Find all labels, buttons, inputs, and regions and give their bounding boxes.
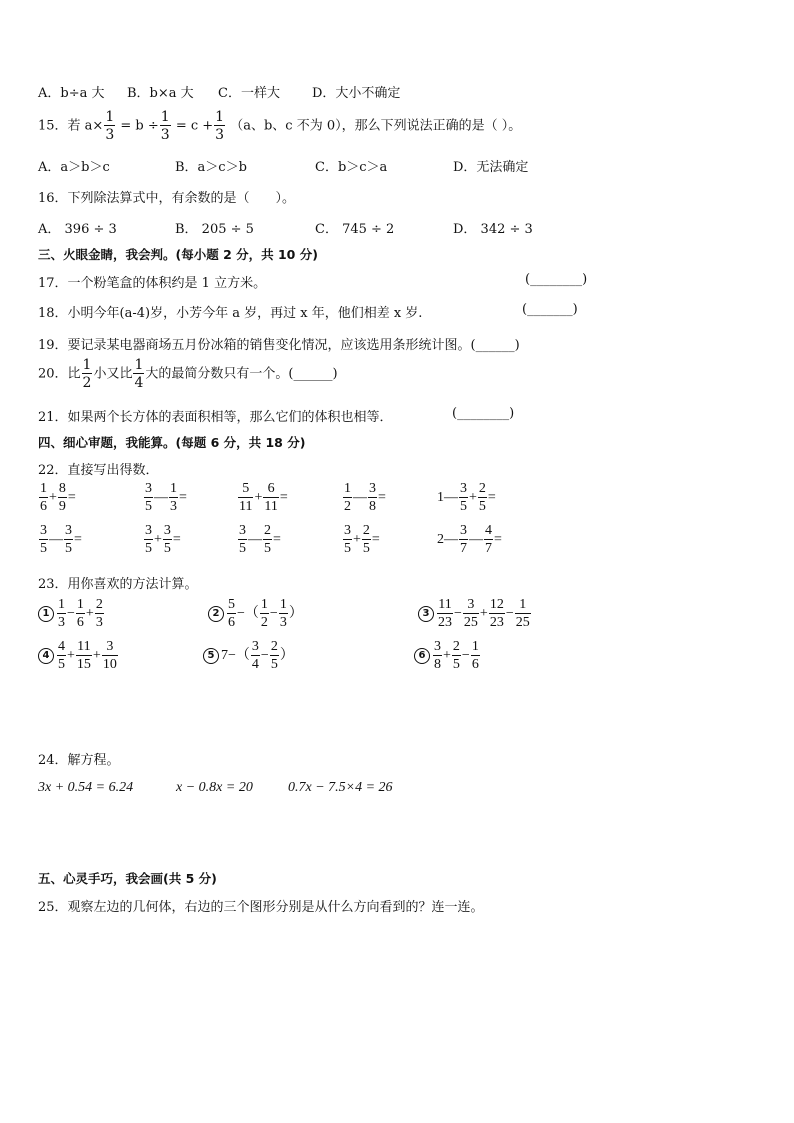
q16-option-b: B． 205 ÷ 5 <box>175 222 254 237</box>
fraction: $\frac{1}{25}$ <box>515 597 530 630</box>
q14-option-d: D．大小不确定 <box>312 86 401 101</box>
fraction: $\frac{3}{5}$ <box>145 523 152 556</box>
operator: 1— <box>437 490 458 506</box>
circled-number: 1 <box>38 606 54 622</box>
q22-item <box>38 524 82 556</box>
circled-number: 4 <box>38 648 54 664</box>
fraction: $\frac{12}{23}$ <box>489 597 504 630</box>
fraction: $\frac{3}{4}$ <box>251 639 259 672</box>
fraction: $\frac{1}{3}$ <box>279 597 287 630</box>
fraction: $\frac{8}{9}$ <box>58 481 66 514</box>
fraction: $\frac{11}{15}$ <box>76 639 91 672</box>
q24-stem: 24．解方程。 <box>38 753 120 768</box>
operator: + <box>85 606 94 622</box>
circled-number: 2 <box>208 606 224 622</box>
q22-item <box>143 524 181 556</box>
q15-stem <box>38 110 521 142</box>
operator: + <box>67 648 75 664</box>
q16-option-a: A． 396 ÷ 3 <box>38 222 117 237</box>
q25-stem: 25．观察左边的几何体，右边的三个图形分别是从什么方向看到的？连一连。 <box>38 900 484 915</box>
q15-condition: （a、b、c 不为 0），那么下列说法正确的是（ ）。 <box>230 118 522 134</box>
q15-option-d: D．无法确定 <box>453 160 529 175</box>
fraction: $\frac{2}{5}$ <box>478 481 486 514</box>
section-3-title: 三、火眼金睛，我会判。(每小题 2 分，共 10 分) <box>38 247 318 262</box>
q15-eq-b: = b ÷ <box>120 118 159 134</box>
fraction: $\frac{3}{25}$ <box>463 597 478 630</box>
operator: 2— <box>437 532 458 548</box>
circled-number: 6 <box>414 648 430 664</box>
fraction: $\frac{2}{5}$ <box>452 639 460 672</box>
q22-item <box>237 524 281 556</box>
operator: = <box>67 490 76 506</box>
fraction: $\frac{3}{5}$ <box>145 481 152 514</box>
fraction: $\frac{1}{3}$ <box>215 109 225 143</box>
operator: + <box>353 532 361 548</box>
operator: = <box>371 532 380 548</box>
q23-expression-6 <box>414 640 481 672</box>
circled-number: 5 <box>203 648 219 664</box>
operator: + <box>479 606 488 622</box>
operator: — <box>353 490 367 506</box>
operator: — <box>154 490 168 506</box>
q22-item <box>437 482 496 514</box>
fraction: $\frac{1}{3}$ <box>58 597 65 630</box>
operator: = <box>378 490 386 506</box>
operator: = <box>279 490 288 506</box>
q24-equation-3: 0.7x − 7.5×4 = 26 <box>288 780 393 795</box>
q18-answer-blank[interactable]: (_______) <box>522 302 578 317</box>
operator: + <box>443 648 451 664</box>
fraction: $\frac{2}{3}$ <box>95 597 103 630</box>
operator: — <box>49 532 63 548</box>
operator: + <box>469 490 477 506</box>
fraction: $\frac{1}{3}$ <box>105 109 115 143</box>
q24-equation-2: x − 0.8x = 20 <box>176 780 253 795</box>
q16-option-d: D． 342 ÷ 3 <box>453 222 533 237</box>
q23-expression-3 <box>418 598 532 630</box>
section-5-title: 五、心灵手巧，我会画(共 5 分) <box>38 871 217 886</box>
q23-expression-2: 2 $\frac{5}{6}$ −（ $\frac{1}{2}$ − $\frac{1}{3}$ ） <box>208 598 303 630</box>
fraction: $\frac{1}{2}$ <box>82 357 92 391</box>
q19-stem: 19．要记录某电器商场五月份冰箱的销售变化情况，应该选用条形统计图。(______) <box>38 338 520 353</box>
section-4-title: 四、细心审题，我能算。(每题 6 分，共 18 分) <box>38 435 306 450</box>
q21-stem: 21．如果两个长方体的表面积相等，那么它们的体积也相等． <box>38 410 393 425</box>
q15-number: 15．若 a× <box>38 118 104 134</box>
fraction: $\frac{3}{5}$ <box>40 523 47 556</box>
fraction: $\frac{1}{4}$ <box>134 357 144 391</box>
q15-option-c: C．b＞c＞a <box>315 160 388 175</box>
q22-stem: 22．直接写出得数． <box>38 463 159 478</box>
fraction: $\frac{6}{11}$ <box>264 481 278 514</box>
q24-equation-1: 3x + 0.54 = 6.24 <box>38 780 134 795</box>
operator: + <box>49 490 57 506</box>
q17-answer-blank[interactable]: (________) <box>525 272 588 287</box>
fraction: $\frac{1}{3}$ <box>160 109 170 143</box>
q14-option-a: A．b÷a 大 <box>38 86 105 101</box>
operator: — <box>469 532 483 548</box>
fraction: $\frac{1}{2}$ <box>344 481 351 514</box>
fraction: $\frac{3}{5}$ <box>65 523 72 556</box>
fraction: $\frac{4}{7}$ <box>485 523 492 556</box>
fraction: $\frac{3}{7}$ <box>460 523 467 556</box>
fraction: $\frac{3}{5}$ <box>239 523 246 556</box>
operator: − <box>67 606 75 622</box>
operator: = <box>179 490 187 506</box>
q16-stem: 16．下列除法算式中，有余数的是（ ）。 <box>38 191 296 206</box>
operator: − <box>461 648 470 664</box>
q16-option-c: C． 745 ÷ 2 <box>315 222 395 237</box>
operator: − <box>505 606 514 622</box>
q15-option-b: B．a＞c＞b <box>175 160 247 175</box>
q17-stem: 17．一个粉笔盒的体积约是 1 立方米。 <box>38 276 267 291</box>
q14-option-b: B．b×a 大 <box>127 86 194 101</box>
fraction: $\frac{2}{5}$ <box>264 523 271 556</box>
fraction: $\frac{3}{5}$ <box>163 523 171 556</box>
fraction: $\frac{1}{6}$ <box>76 597 84 630</box>
fraction: $\frac{3}{10}$ <box>102 639 117 672</box>
q14-option-c: C．一样大 <box>218 86 280 101</box>
fraction: $\frac{1}{2}$ <box>260 597 268 630</box>
q22-item <box>237 482 288 514</box>
fraction: $\frac{4}{5}$ <box>58 639 65 672</box>
fraction: $\frac{1}{3}$ <box>170 481 177 514</box>
fraction: $\frac{2}{5}$ <box>362 523 370 556</box>
circled-number: 3 <box>418 606 434 622</box>
q23-expression-4 <box>38 640 119 672</box>
operator: = <box>487 490 496 506</box>
q22-item <box>437 524 502 556</box>
operator: = <box>494 532 502 548</box>
q20-stem: 20．比 $\frac{1}{2}$ 小又比 $\frac{1}{4}$ 大的最简分数只有一个。(______) <box>38 357 338 391</box>
q22-item <box>342 524 380 556</box>
q22-item <box>143 482 187 514</box>
q23-stem: 23．用你喜欢的方法计算。 <box>38 577 198 592</box>
fraction: $\frac{2}{5}$ <box>270 639 278 672</box>
q18-stem: 18．小明今年(a-4)岁，小芳今年 a 岁，再过 x 年，他们相差 x 岁. <box>38 306 423 321</box>
operator: — <box>248 532 262 548</box>
operator: = <box>273 532 281 548</box>
q15-option-a: A．a＞b＞c <box>38 160 110 175</box>
q22-item <box>342 482 386 514</box>
q23-expression-1 <box>38 598 105 630</box>
operator: + <box>92 648 101 664</box>
operator: = <box>74 532 82 548</box>
operator: + <box>154 532 162 548</box>
fraction: $\frac{1}{6}$ <box>40 481 47 514</box>
q21-answer-blank[interactable]: (________) <box>452 406 515 421</box>
operator: + <box>254 490 263 506</box>
operator: − <box>454 606 462 622</box>
fraction: $\frac{3}{5}$ <box>460 481 467 514</box>
fraction: $\frac{3}{8}$ <box>434 639 441 672</box>
fraction: $\frac{5}{11}$ <box>239 481 253 514</box>
q23-expression-5: 5 7−（ $\frac{3}{4}$ − $\frac{2}{5}$ ） <box>203 640 294 672</box>
fraction: $\frac{11}{23}$ <box>438 597 452 630</box>
q22-item <box>38 482 76 514</box>
fraction: $\frac{3}{5}$ <box>344 523 351 556</box>
fraction: $\frac{5}{6}$ <box>228 597 235 630</box>
fraction: $\frac{1}{6}$ <box>471 639 479 672</box>
q15-eq-c: = c + <box>175 118 214 134</box>
operator: = <box>172 532 181 548</box>
fraction: $\frac{3}{8}$ <box>369 481 376 514</box>
